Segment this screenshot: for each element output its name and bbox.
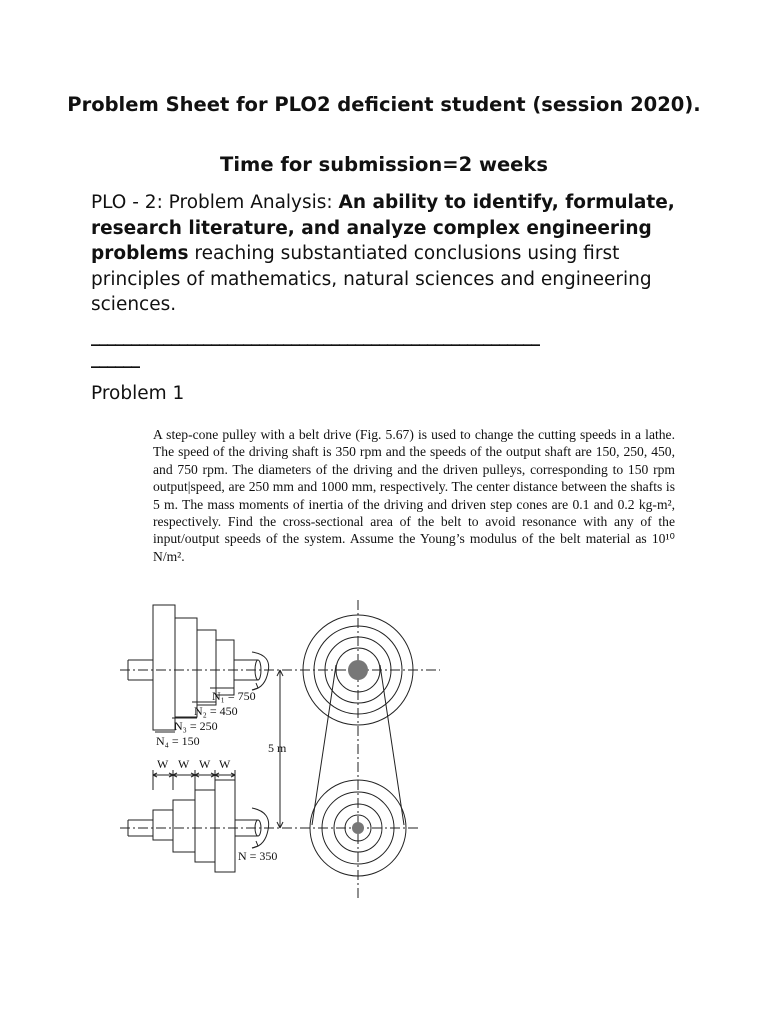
label-distance: 5 m bbox=[268, 741, 287, 755]
label-w-1: W bbox=[157, 757, 169, 771]
plo-rest: reaching substantiated conclusions using first principles of mathematics, natural sciences and engineering sciences. bbox=[91, 243, 652, 315]
lower-step-2 bbox=[173, 800, 195, 852]
label-n2: N₂ = 450 bbox=[194, 704, 238, 718]
lower-step-4 bbox=[215, 780, 235, 872]
page-title: Problem Sheet for PLO2 deficient student (session 2020). bbox=[67, 93, 701, 116]
plo-bold-part: An ability to identify, formulate, research literature, and analyze complex engineering problems bbox=[91, 192, 675, 264]
problem-statement-text: A step-cone pulley with a belt drive (Fig. 5.67) is used to change the cutting speeds in a lathe. The speed of the driving shaft is 350 rpm and the speeds of the output shaft are 150, 250, 450, and 750 rpm. The diameters of the driving and the driven pulleys, corresponding to 150 rpm output|speed, are 250 mm and 1000 mm, respectively. The center distance between the shafts is 5 m. The mass moments of inertia of the driving and driven step cones are 0.1 and 0.2 kg-m², respectively. Find the cross-sectional area of the belt to avoid resonance with any of the input/output speeds of the system. Assume the Young’s modulus of the belt material as 10¹⁰ N/m². bbox=[153, 427, 675, 564]
label-w-2: W bbox=[178, 757, 190, 771]
lower-shaft-hub bbox=[352, 822, 364, 834]
problem-heading: Problem 1 bbox=[91, 383, 185, 404]
label-n4: N₄ = 150 bbox=[156, 734, 200, 748]
upper-step-1 bbox=[153, 605, 175, 730]
separator-line: ________________________________________________________ bbox=[91, 326, 539, 347]
lower-step-1 bbox=[153, 810, 173, 840]
submission-deadline: Time for submission=2 weeks bbox=[220, 153, 548, 176]
upper-shaft-hub bbox=[348, 660, 368, 680]
upper-step-4 bbox=[216, 640, 234, 695]
label-n1: N₁ = 750 bbox=[212, 689, 256, 703]
lower-step-3 bbox=[195, 790, 215, 862]
plo-prefix: PLO - 2: Problem Analysis: bbox=[91, 192, 339, 213]
label-n: N = 350 bbox=[238, 849, 278, 863]
separator-line-tail: ______ bbox=[91, 348, 139, 369]
label-w-3: W bbox=[199, 757, 211, 771]
label-w-4: W bbox=[219, 757, 231, 771]
label-n3: N₃ = 250 bbox=[174, 719, 218, 733]
